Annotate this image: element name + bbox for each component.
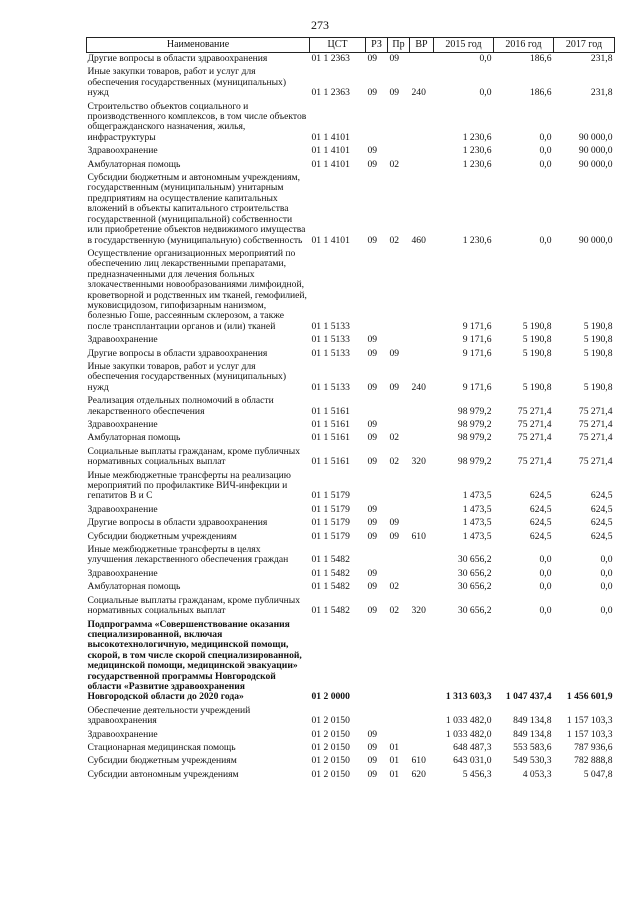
row-vr: [410, 619, 434, 705]
row-pr: 09: [389, 53, 400, 64]
row-cst: 01 1 5482: [311, 605, 350, 617]
table-row: [87, 101, 615, 146]
row-rz: [366, 248, 388, 334]
row-vr: 620: [411, 768, 426, 780]
row-cst: 01 1 5161: [311, 456, 350, 468]
row-vr: [410, 145, 434, 158]
row-value-2017: 5 190,8: [583, 334, 613, 346]
row-cst: 01 1 4101: [311, 131, 350, 143]
row-vr: 460: [411, 234, 426, 246]
row-value-2017: 782 888,8: [574, 755, 613, 767]
row-name: Другие вопросы в области здравоохранения: [87, 517, 268, 529]
row-value-2017: 1 157 103,3: [566, 728, 613, 740]
table-row: [87, 145, 615, 158]
row-value-2017: 0,0: [600, 605, 613, 617]
row-rz: 09: [367, 334, 378, 346]
row-vr: [410, 53, 434, 67]
row-value-2016: 186,6: [529, 53, 552, 64]
row-name: Иные закупки товаров, работ и услуг для обеспечения государственных (муниципальных) нужд: [87, 66, 287, 99]
row-pr: [388, 568, 410, 581]
row-pr: 09: [389, 87, 400, 99]
row-name: Амбулаторная помощь: [87, 581, 181, 593]
row-cst: 01 1 4101: [311, 158, 350, 170]
header-2016: 2016 год: [494, 38, 554, 53]
row-value-2015: 0,0: [479, 53, 492, 64]
table-row: [87, 504, 615, 517]
row-pr: [388, 544, 410, 568]
row-cst: 01 1 5133: [311, 381, 350, 393]
row-value-2015: 1 473,5: [462, 490, 492, 502]
row-name: Субсидии бюджетным учреждениям: [87, 530, 237, 542]
row-name: Амбулаторная помощь: [87, 158, 181, 170]
row-value-2016: 5 190,8: [522, 381, 552, 393]
row-name: Иные межбюджетные трансферты в целях улучшения лекарственного обеспечения граждан: [87, 544, 289, 566]
row-value-2016: 0,0: [539, 554, 552, 566]
row-rz: 09: [367, 381, 378, 393]
header-vr: ВР: [410, 38, 434, 53]
row-name: Другие вопросы в области здравоохранения: [87, 347, 268, 359]
row-value-2015: 1 473,5: [462, 503, 492, 515]
row-name: Здравоохранение: [87, 567, 158, 579]
row-value-2017: 0,0: [600, 581, 613, 593]
row-name: Здравоохранение: [87, 728, 158, 740]
row-cst: 01 1 5482: [311, 581, 350, 593]
row-pr: 01: [389, 755, 400, 767]
table-row: [87, 705, 615, 729]
row-value-2017: 231,8: [590, 53, 613, 64]
row-value-2017: 75 271,4: [578, 405, 613, 417]
row-value-2017: 90 000,0: [578, 131, 613, 143]
row-name: Строительство объектов социального и производственного комплексов, в том числе объектов общегражданского назначения, жилья, инфраструктуры: [87, 100, 307, 143]
table-row: [87, 531, 615, 544]
row-rz: 09: [367, 741, 378, 753]
row-cst: 01 1 2363: [311, 87, 350, 99]
row-value-2016: 1 047 437,4: [505, 691, 552, 703]
row-rz: 09: [367, 517, 378, 529]
row-pr: [388, 705, 410, 729]
row-value-2017: 90 000,0: [578, 158, 613, 170]
row-value-2015: 9 171,6: [462, 381, 492, 393]
table-row: [87, 581, 615, 594]
row-pr: 09: [389, 530, 400, 542]
row-value-2017: 231,8: [590, 87, 613, 99]
row-cst: 01 1 5133: [311, 320, 350, 332]
row-value-2017: 1 157 103,3: [566, 715, 613, 727]
row-value-2017: 5 190,8: [583, 381, 613, 393]
header-name: Наименование: [87, 38, 310, 53]
row-rz: [366, 544, 388, 568]
row-rz: 09: [367, 503, 378, 515]
row-rz: [366, 101, 388, 146]
row-value-2017: 624,5: [590, 517, 613, 529]
budget-table: [86, 37, 615, 782]
row-name: Здравоохранение: [87, 334, 158, 346]
row-rz: 09: [367, 145, 378, 157]
row-value-2016: 75 271,4: [517, 419, 552, 430]
row-pr: 01: [389, 768, 400, 780]
table-row: [87, 361, 615, 395]
table-row: [87, 159, 615, 172]
row-value-2016: 5 190,8: [522, 320, 552, 332]
row-name: Субсидии бюджетным учреждениям: [87, 755, 237, 767]
table-row: [87, 729, 615, 742]
row-value-2015: 1 230,6: [462, 131, 492, 143]
row-vr: [410, 581, 434, 594]
row-pr: 02: [389, 234, 400, 246]
row-cst: 01 2 0150: [311, 728, 350, 740]
table-header-row: [87, 38, 615, 53]
row-rz: 09: [367, 530, 378, 542]
row-value-2016: 0,0: [539, 145, 552, 157]
row-rz: 09: [367, 87, 378, 99]
row-pr: [388, 419, 410, 432]
row-rz: [366, 395, 388, 419]
row-vr: 320: [411, 605, 426, 617]
row-value-2017: 787 936,6: [574, 741, 613, 753]
row-value-2015: 1 230,6: [462, 158, 492, 170]
row-cst: 01 1 5133: [311, 347, 350, 359]
row-value-2015: 30 656,2: [457, 554, 492, 566]
row-pr: [388, 145, 410, 158]
row-cst: 01 1 5133: [311, 334, 350, 346]
row-pr: [388, 470, 410, 504]
row-value-2016: 0,0: [539, 567, 552, 579]
row-value-2016: 553 583,6: [513, 741, 552, 753]
row-value-2015: 0,0: [479, 87, 492, 99]
row-rz: 09: [367, 581, 378, 593]
row-name: Другие вопросы в области здравоохранения: [87, 53, 268, 64]
table-row: [87, 742, 615, 755]
row-pr: 02: [389, 456, 400, 468]
row-cst: 01 2 0150: [311, 715, 350, 727]
row-value-2017: 624,5: [590, 503, 613, 515]
row-name: Осуществление организационных мероприятий по обеспечению лиц лекарственными препаратами, предназначенными для лечения больных злокачественными новообразованиями лимфоидной, кроветворной и родственных им тканей, гемофилией, муковисцидозом, гипофизарным нанизмом, болезнью Гоше, рассеянным склерозом, а также после трансплантации органов и (или) тканей: [87, 247, 307, 332]
row-value-2016: 75 271,4: [517, 405, 552, 417]
row-name: Иные закупки товаров, работ и услуг для обеспечения государственных (муниципальных) нужд: [87, 360, 287, 393]
header-2017: 2017 год: [554, 38, 615, 53]
row-name: Реализация отдельных полномочий в области лекарственного обеспечения: [87, 395, 274, 417]
row-value-2016: 849 134,8: [513, 728, 552, 740]
table-row: [87, 769, 615, 782]
row-rz: 09: [367, 53, 378, 64]
table-row: [87, 419, 615, 432]
row-name: Здравоохранение: [87, 503, 158, 515]
row-value-2017: 75 271,4: [578, 419, 613, 430]
row-cst: 01 1 5179: [311, 503, 350, 515]
row-rz: 09: [367, 158, 378, 170]
row-value-2017: 90 000,0: [578, 234, 613, 246]
row-rz: [366, 705, 388, 729]
row-name: Субсидии автономным учреждениям: [87, 768, 239, 780]
row-value-2016: 0,0: [539, 158, 552, 170]
row-pr: 02: [389, 581, 400, 593]
row-pr: 02: [389, 605, 400, 617]
row-vr: [410, 470, 434, 504]
row-vr: [410, 334, 434, 347]
row-value-2015: 1 230,6: [462, 234, 492, 246]
table-row: [87, 66, 615, 100]
table-row: [87, 619, 615, 705]
row-value-2015: 98 979,2: [457, 456, 492, 468]
row-value-2017: 90 000,0: [578, 145, 613, 157]
row-pr: [388, 729, 410, 742]
table-row: [87, 348, 615, 361]
row-value-2015: 1 033 482,0: [445, 715, 492, 727]
row-name: Здравоохранение: [87, 419, 158, 430]
row-value-2017: 624,5: [590, 490, 613, 502]
row-pr: [388, 101, 410, 146]
row-name: Социальные выплаты гражданам, кроме публичных нормативных социальных выплат: [87, 445, 301, 468]
row-cst: 01 1 5161: [311, 419, 350, 430]
row-vr: [410, 568, 434, 581]
row-name: Иные межбюджетные трансферты на реализацию мероприятий по профилактике ВИЧ-инфекции и гепатитов В и С: [87, 469, 291, 502]
row-value-2015: 9 171,6: [462, 334, 492, 346]
row-value-2016: 0,0: [539, 605, 552, 617]
row-vr: 320: [411, 456, 426, 468]
row-value-2015: 648 487,3: [453, 741, 492, 753]
row-rz: 09: [367, 234, 378, 246]
row-vr: [410, 742, 434, 755]
table-row: [87, 395, 615, 419]
row-pr: [388, 248, 410, 334]
row-rz: 09: [367, 347, 378, 359]
row-rz: 09: [367, 456, 378, 468]
row-cst: 01 1 4101: [311, 234, 350, 246]
table-row: [87, 172, 615, 248]
row-value-2015: 1 230,6: [462, 145, 492, 157]
row-value-2016: 0,0: [539, 131, 552, 143]
row-value-2015: 1 473,5: [462, 517, 492, 529]
header-rz: РЗ: [366, 38, 388, 53]
row-value-2015: 30 656,2: [457, 605, 492, 617]
page-number: 273: [311, 18, 329, 32]
row-value-2016: 5 190,8: [522, 347, 552, 359]
row-vr: 610: [411, 755, 426, 767]
row-cst: 01 1 5161: [311, 432, 350, 444]
row-vr: [410, 517, 434, 530]
row-name: Стационарная медицинская помощь: [87, 741, 236, 753]
row-name: Обеспечение деятельности учреждений здравоохранения: [87, 704, 251, 727]
row-vr: [410, 101, 434, 146]
row-value-2015: 1 313 603,3: [445, 691, 492, 703]
row-value-2015: 30 656,2: [457, 567, 492, 579]
row-pr: 02: [389, 158, 400, 170]
row-pr: 02: [389, 432, 400, 444]
table-row: [87, 544, 615, 568]
row-cst: 01 1 5179: [311, 517, 350, 529]
row-name: Амбулаторная помощь: [87, 432, 181, 444]
row-value-2016: 75 271,4: [517, 456, 552, 468]
row-pr: [388, 504, 410, 517]
row-value-2016: 75 271,4: [517, 432, 552, 444]
row-pr: [388, 619, 410, 705]
row-pr: 09: [389, 381, 400, 393]
row-value-2017: 5 047,8: [583, 768, 613, 780]
row-vr: [410, 504, 434, 517]
row-value-2017: 75 271,4: [578, 432, 613, 444]
row-cst: 01 2 0000: [311, 691, 350, 703]
row-value-2016: 624,5: [529, 517, 552, 529]
row-cst: 01 1 4101: [311, 145, 350, 157]
row-vr: 610: [411, 530, 426, 542]
row-vr: [410, 159, 434, 172]
table-row: [87, 755, 615, 768]
table-row: [87, 334, 615, 347]
row-value-2016: 0,0: [539, 234, 552, 246]
row-cst: 01 1 5179: [311, 490, 350, 502]
row-rz: 09: [367, 432, 378, 444]
row-name: Социальные выплаты гражданам, кроме публичных нормативных социальных выплат: [87, 594, 301, 617]
row-value-2015: 1 473,5: [462, 530, 492, 542]
row-value-2015: 1 033 482,0: [445, 728, 492, 740]
table-row: [87, 53, 615, 67]
row-vr: 240: [411, 87, 426, 99]
row-pr: [388, 395, 410, 419]
row-value-2015: 98 979,2: [457, 405, 492, 417]
row-value-2015: 98 979,2: [457, 432, 492, 444]
row-cst: 01 2 0150: [311, 741, 350, 753]
row-name: Субсидии бюджетным и автономным учреждениям, государственным (муниципальным) унитарным предприятиям на осуществление капитальных вложений в объекты капитального строительства государственной (муниципальной) собственности или приобретение объектов недвижимого имущества в государственную (муниципальную) собственность: [87, 172, 306, 246]
row-name: Подпрограмма «Совершенствование оказания специализированной, включая высокотехнологичную, медицинской помощи, скорой, в том числе скорой специализированной, медицинской помощи, медицинской эвакуации» государственной программы Новгородской области «Развитие здравоохранения Новгородской области до 2020 года»: [87, 618, 302, 703]
row-rz: [366, 470, 388, 504]
row-value-2017: 0,0: [600, 554, 613, 566]
table-row: [87, 446, 615, 470]
row-vr: [410, 348, 434, 361]
table-row: [87, 470, 615, 504]
table-body: [87, 53, 615, 783]
row-value-2016: 849 134,8: [513, 715, 552, 727]
row-value-2015: 9 171,6: [462, 320, 492, 332]
row-value-2016: 624,5: [529, 490, 552, 502]
row-value-2016: 5 190,8: [522, 334, 552, 346]
row-vr: [410, 705, 434, 729]
row-value-2015: 5 456,3: [462, 768, 492, 780]
row-value-2017: 1 456 601,9: [566, 691, 613, 703]
row-value-2017: 75 271,4: [578, 456, 613, 468]
row-value-2015: 643 031,0: [453, 755, 492, 767]
table-row: [87, 432, 615, 445]
row-value-2016: 4 053,3: [522, 768, 552, 780]
row-value-2016: 624,5: [529, 530, 552, 542]
table-row: [87, 568, 615, 581]
table-row: [87, 595, 615, 619]
row-rz: 09: [367, 605, 378, 617]
row-cst: 01 2 0150: [311, 755, 350, 767]
row-value-2017: 0,0: [600, 567, 613, 579]
row-value-2016: 624,5: [529, 503, 552, 515]
row-cst: 01 1 5179: [311, 530, 350, 542]
row-value-2016: 0,0: [539, 581, 552, 593]
header-pr: Пр: [388, 38, 410, 53]
row-pr: [388, 334, 410, 347]
row-cst: 01 1 5161: [311, 405, 350, 417]
row-value-2017: 5 190,8: [583, 347, 613, 359]
row-vr: [410, 395, 434, 419]
row-vr: [410, 248, 434, 334]
row-pr: 01: [389, 741, 400, 753]
row-rz: 09: [367, 419, 378, 430]
table-row: [87, 248, 615, 334]
row-vr: [410, 432, 434, 445]
row-value-2017: 5 190,8: [583, 320, 613, 332]
row-cst: 01 1 5482: [311, 567, 350, 579]
row-value-2017: 624,5: [590, 530, 613, 542]
row-cst: 01 1 5482: [311, 554, 350, 566]
row-vr: [410, 729, 434, 742]
row-name: Здравоохранение: [87, 145, 158, 157]
row-vr: [410, 419, 434, 432]
row-cst: 01 1 2363: [311, 53, 350, 64]
row-value-2016: 549 530,3: [513, 755, 552, 767]
row-value-2015: 30 656,2: [457, 581, 492, 593]
row-vr: [410, 544, 434, 568]
row-rz: 09: [367, 768, 378, 780]
row-pr: 09: [389, 517, 400, 529]
header-cst: ЦСТ: [310, 38, 366, 53]
row-pr: 09: [389, 347, 400, 359]
row-rz: 09: [367, 755, 378, 767]
row-cst: 01 2 0150: [311, 768, 350, 780]
row-rz: 09: [367, 567, 378, 579]
row-value-2015: 98 979,2: [457, 419, 492, 430]
row-value-2016: 186,6: [529, 87, 552, 99]
table-row: [87, 517, 615, 530]
row-value-2015: 9 171,6: [462, 347, 492, 359]
header-2015: 2015 год: [434, 38, 494, 53]
row-vr: 240: [411, 381, 426, 393]
row-rz: [366, 619, 388, 705]
row-rz: 09: [367, 728, 378, 740]
